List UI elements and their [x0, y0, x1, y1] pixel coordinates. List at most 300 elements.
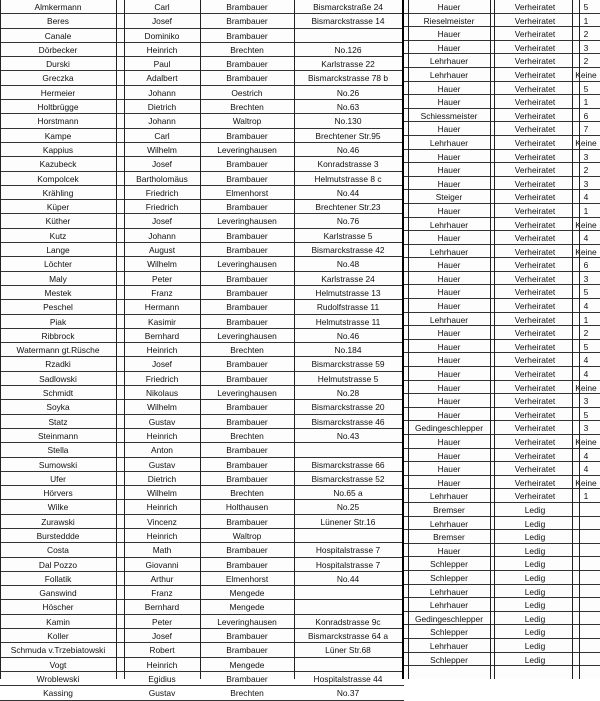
surname-cell: Rzadki: [45, 359, 71, 370]
table-row: [404, 435, 600, 449]
children-cell: Keine: [575, 219, 597, 230]
occupation-cell: Lehrhauer: [429, 69, 469, 80]
first-name-cell: Hermann: [144, 302, 180, 313]
town-cell: Brambauer: [226, 30, 268, 41]
first-name-cell: Giovanni: [145, 559, 179, 570]
street-cell: Rudolfstrasse 11: [316, 302, 380, 313]
street-cell: Konradstrasse 9c: [315, 616, 381, 627]
occupation-cell: Hauer: [437, 355, 461, 366]
marital-status-cell: Verheiratet: [514, 396, 556, 407]
street-cell: Helmutstrasse 13: [315, 287, 381, 298]
town-cell: Brechten: [230, 44, 264, 55]
marital-status-cell: Verheiratet: [514, 56, 556, 67]
surname-cell: Durski: [46, 59, 70, 70]
surname-cell: Kutz: [49, 230, 67, 241]
first-name-cell: Friedrich: [145, 373, 179, 384]
children-cell: 2: [583, 328, 589, 339]
first-name-cell: Egidius: [148, 673, 176, 684]
children-cell: 7: [583, 124, 589, 135]
table-row: [404, 218, 600, 232]
children-cell: 4: [583, 301, 589, 312]
surname-cell: Kassing: [43, 688, 73, 699]
first-name-cell: Gustav: [148, 459, 176, 470]
marital-status-cell: Verheiratet: [514, 124, 556, 135]
street-cell: No.44: [336, 573, 360, 584]
occupation-cell: Hauer: [437, 437, 461, 447]
table-row: [0, 357, 404, 371]
street-cell: No.126: [334, 44, 362, 55]
surname-cell: Beres: [47, 16, 69, 27]
table-row: [404, 476, 600, 490]
table-row: [0, 386, 404, 400]
table-row: [0, 71, 404, 85]
children-cell: 3: [583, 423, 589, 434]
table-row: [0, 0, 404, 14]
occupation-cell: Hauer: [437, 341, 461, 352]
table-row: [0, 643, 404, 657]
table-row: [0, 286, 404, 300]
marital-status-cell: Ledig: [524, 559, 546, 570]
street-cell: Brechtener Str.95: [315, 130, 381, 141]
town-cell: Brambauer: [226, 230, 268, 241]
table-row: [0, 143, 404, 157]
occupation-cell: Lehrhauer: [429, 600, 469, 611]
street-cell: No.63: [336, 102, 360, 113]
street-cell: Bismarckstrasse 59: [311, 359, 385, 370]
marital-status-cell: Verheiratet: [514, 2, 556, 12]
first-name-cell: August: [148, 245, 176, 256]
marital-status-cell: Verheiratet: [514, 437, 556, 447]
first-name-cell: Heinrich: [146, 345, 178, 356]
table-row: [404, 245, 600, 259]
column-rule: [490, 0, 491, 679]
street-cell: Bismarckstrasse 52: [311, 473, 385, 484]
marital-status-cell: Ledig: [524, 518, 546, 529]
street-cell: No.65 a: [333, 488, 363, 499]
street-cell: Bismarckstrasse 66: [311, 459, 385, 470]
marital-status-cell: Verheiratet: [514, 260, 556, 271]
surname-cell: Peschel: [43, 302, 73, 313]
table-row: [0, 129, 404, 143]
occupation-cell: Lehrhauer: [429, 586, 469, 597]
table-row: [0, 558, 404, 572]
first-name-cell: Johann: [148, 230, 176, 241]
first-name-cell: Heinrich: [146, 502, 178, 513]
first-name-cell: Arthur: [150, 573, 174, 584]
first-name-cell: Wilhelm: [147, 402, 177, 413]
occupation-cell: Hauer: [437, 287, 461, 298]
occupation-cell: Lehrhauer: [429, 246, 469, 257]
town-cell: Brambauer: [226, 359, 268, 370]
table-row: [404, 150, 600, 164]
occupation-cell: Hauer: [437, 178, 461, 189]
surname-cell: Kompolcek: [37, 173, 79, 184]
occupation-cell: Lehrhauer: [429, 518, 469, 529]
street-cell: No.43: [336, 430, 360, 441]
street-cell: Helmutstrasse 8 c: [314, 173, 382, 184]
marital-status-cell: Verheiratet: [514, 301, 556, 312]
table-row: [404, 598, 600, 612]
table-row: [404, 54, 600, 68]
occupation-cell: Schlepper: [430, 654, 468, 665]
occupation-cell: Hauer: [437, 409, 461, 420]
table-row: [0, 686, 404, 700]
surname-cell: Watermann gt.Rüsche: [16, 345, 100, 356]
table-row: [404, 449, 600, 463]
surname-cell: Ufer: [50, 473, 66, 484]
table-row: [0, 586, 404, 600]
surname-cell: Kampe: [44, 130, 72, 141]
table-row: [404, 285, 600, 299]
occupation-cell: Lehrhauer: [429, 219, 469, 230]
town-cell: Brambauer: [226, 302, 268, 313]
town-cell: Mengede: [229, 588, 265, 599]
surname-cell: Steinmann: [37, 430, 79, 441]
marital-status-cell: Verheiratet: [514, 165, 556, 176]
town-cell: Brambauer: [226, 373, 268, 384]
town-cell: Brambauer: [226, 516, 268, 527]
table-row: [404, 557, 600, 571]
table-row: [404, 381, 600, 395]
table-row: [404, 544, 600, 558]
children-cell: 2: [583, 29, 589, 40]
table-row: [0, 14, 404, 28]
first-name-cell: Wilhelm: [147, 144, 177, 155]
table-row: [0, 600, 404, 614]
children-cell: Keine: [575, 382, 597, 393]
first-name-cell: Heinrich: [146, 659, 178, 670]
first-name-cell: Peter: [151, 273, 173, 284]
marital-status-cell: Verheiratet: [514, 15, 556, 26]
surname-cell: Vogt: [49, 659, 67, 670]
table-row: [404, 231, 600, 245]
marital-status-cell: Verheiratet: [514, 110, 556, 121]
table-row: [404, 585, 600, 599]
first-name-cell: Carl: [154, 2, 170, 12]
table-row: [0, 100, 404, 114]
table-row: [404, 489, 600, 503]
table-row: [0, 672, 404, 686]
table-row: [0, 543, 404, 557]
marital-status-cell: Verheiratet: [514, 246, 556, 257]
table-row: [0, 400, 404, 414]
occupation-cell: Hauer: [437, 124, 461, 135]
town-cell: Brambauer: [226, 416, 268, 427]
occupation-cell: Hauer: [437, 477, 461, 488]
first-name-cell: Math: [152, 545, 172, 556]
first-name-cell: Franz: [151, 287, 173, 298]
town-cell: Brambauer: [226, 559, 268, 570]
occupation-cell: Hauer: [437, 301, 461, 312]
table-row: [404, 421, 600, 435]
children-cell: 2: [583, 165, 589, 176]
town-cell: Leveringhausen: [217, 144, 277, 155]
table-row: [404, 177, 600, 191]
street-cell: Bismarckstrasse 14: [311, 16, 385, 27]
table-row: [404, 530, 600, 544]
table-row: [404, 326, 600, 340]
children-cell: 3: [583, 151, 589, 162]
town-cell: Brambauer: [226, 202, 268, 213]
marital-status-cell: Ledig: [524, 504, 546, 515]
town-cell: Brambauer: [226, 130, 268, 141]
children-cell: 4: [583, 233, 589, 244]
table-row: [404, 612, 600, 626]
surname-cell: Bursteddde: [36, 530, 80, 541]
marital-status-cell: Verheiratet: [514, 450, 556, 461]
town-cell: Brechten: [230, 430, 264, 441]
table-row: [0, 472, 404, 486]
marital-status-cell: Verheiratet: [514, 314, 556, 325]
surname-cell: Greczka: [42, 73, 74, 84]
first-name-cell: Dietrich: [147, 102, 177, 113]
town-cell: Brambauer: [226, 159, 268, 170]
table-row: [0, 257, 404, 271]
occupation-cell: Hauer: [437, 328, 461, 339]
town-cell: Brambauer: [226, 473, 268, 484]
children-cell: Keine: [575, 137, 597, 148]
table-row: [0, 86, 404, 100]
marital-status-cell: Ledig: [524, 586, 546, 597]
street-cell: Bismarckstrasse 64 a: [307, 631, 389, 642]
street-cell: No.25: [336, 502, 360, 513]
town-cell: Leveringhausen: [217, 259, 277, 270]
occupation-cell: Lehrhauer: [429, 137, 469, 148]
table-row: [404, 340, 600, 354]
marital-status-cell: Ledig: [524, 600, 546, 611]
table-row: [404, 408, 600, 422]
street-cell: No.26: [336, 87, 360, 98]
town-cell: Waltrop: [232, 530, 262, 541]
marital-status-cell: Verheiratet: [514, 29, 556, 40]
children-cell: 4: [583, 450, 589, 461]
surname-cell: Follatik: [44, 573, 72, 584]
column-rule: [402, 0, 404, 679]
town-cell: Leveringhausen: [217, 330, 277, 341]
town-cell: Leveringhausen: [217, 216, 277, 227]
occupation-cell: Schlepper: [430, 559, 468, 570]
first-name-cell: Franz: [151, 588, 173, 599]
occupation-cell: Hauer: [437, 396, 461, 407]
children-cell: Keine: [575, 437, 597, 447]
town-cell: Leveringhausen: [217, 388, 277, 399]
surname-cell: Ganswind: [39, 588, 77, 599]
first-name-cell: Paul: [153, 59, 171, 70]
occupation-cell: Hauer: [437, 42, 461, 53]
street-cell: No.48: [336, 259, 360, 270]
marital-status-cell: Verheiratet: [514, 464, 556, 475]
first-name-cell: Gustav: [148, 688, 176, 699]
children-cell: 5: [583, 83, 589, 94]
street-cell: Bismarckstrasse 20: [311, 402, 385, 413]
table-row: [0, 200, 404, 214]
occupation-cell: Hauer: [437, 233, 461, 244]
street-cell: No.184: [334, 345, 362, 356]
table-row: [0, 157, 404, 171]
street-cell: Helmutstrasse 11: [315, 316, 381, 327]
first-name-cell: Heinrich: [146, 430, 178, 441]
first-name-cell: Wilhelm: [147, 488, 177, 499]
town-cell: Brambauer: [226, 445, 268, 456]
children-cell: 4: [583, 192, 589, 203]
marital-status-cell: Verheiratet: [514, 137, 556, 148]
table-row: [404, 272, 600, 286]
surname-cell: Stella: [47, 445, 69, 456]
occupation-cell: Hauer: [437, 205, 461, 216]
surname-cell: Piak: [49, 316, 67, 327]
town-cell: Brambauer: [226, 631, 268, 642]
children-cell: 1: [583, 15, 589, 26]
table-row: [0, 186, 404, 200]
occupation-cell: Rieselmeister: [423, 15, 475, 26]
street-cell: Karlstrasse 5: [323, 230, 373, 241]
street-cell: No.28: [336, 388, 360, 399]
street-cell: No.44: [336, 187, 360, 198]
children-cell: 4: [583, 355, 589, 366]
town-cell: Brambauer: [226, 402, 268, 413]
table-row: [404, 353, 600, 367]
table-row: [0, 458, 404, 472]
first-name-cell: Nikolaus: [145, 388, 179, 399]
table-row: [404, 367, 600, 381]
table-row: [404, 571, 600, 585]
first-name-cell: Johann: [148, 87, 176, 98]
occupation-cell: Hauer: [437, 97, 461, 108]
first-name-cell: Vincenz: [147, 516, 177, 527]
table-row: [0, 500, 404, 514]
surname-cell: Holtbrügge: [37, 102, 79, 113]
table-row: [404, 136, 600, 150]
table-row: [0, 658, 404, 672]
marital-status-cell: Verheiratet: [514, 273, 556, 284]
first-name-cell: Josef: [151, 631, 173, 642]
surname-cell: Zurawski: [41, 516, 75, 527]
first-name-cell: Dominiko: [144, 30, 180, 41]
occupation-cell: Hauer: [437, 382, 461, 393]
town-cell: Brambauer: [226, 173, 268, 184]
table-row: [0, 343, 404, 357]
children-cell: 3: [583, 178, 589, 189]
surname-cell: Soyka: [46, 402, 70, 413]
marital-status-cell: Ledig: [524, 572, 546, 583]
town-cell: Brambauer: [226, 645, 268, 656]
children-cell: 3: [583, 42, 589, 53]
first-name-cell: Anton: [151, 445, 173, 456]
children-cell: Keine: [575, 69, 597, 80]
occupation-cell: Gedingeschlepper: [415, 613, 483, 624]
street-cell: Hospitalstrasse 7: [315, 559, 381, 570]
town-cell: Brambauer: [226, 459, 268, 470]
first-name-cell: Heinrich: [146, 530, 178, 541]
town-cell: Brambauer: [226, 273, 268, 284]
surname-cell: Höscher: [42, 602, 74, 613]
occupation-cell: Hauer: [437, 464, 461, 475]
occupation-cell: Schlepper: [430, 627, 468, 638]
column-rule: [200, 0, 201, 679]
table-row: [404, 109, 600, 123]
occupation-cell: Schiessmeister: [420, 110, 478, 121]
first-name-cell: Adalbert: [146, 73, 178, 84]
surname-cell: Ribbrock: [41, 330, 75, 341]
table-row: [404, 503, 600, 517]
marital-status-cell: Verheiratet: [514, 97, 556, 108]
surname-cell: Kamin: [46, 616, 70, 627]
street-cell: No.37: [336, 688, 360, 699]
town-cell: Brechten: [230, 102, 264, 113]
column-rule: [294, 0, 295, 679]
town-cell: Brambauer: [226, 2, 268, 12]
table-row: [0, 529, 404, 543]
first-name-cell: Bernhard: [144, 330, 180, 341]
town-cell: Holthausen: [225, 502, 269, 513]
surname-cell: Hörvers: [43, 488, 73, 499]
table-row: [404, 122, 600, 136]
marital-status-cell: Verheiratet: [514, 369, 556, 380]
town-cell: Brambauer: [226, 545, 268, 556]
town-cell: Brambauer: [226, 16, 268, 27]
first-name-cell: Josef: [151, 216, 173, 227]
street-cell: Lüner Str.68: [325, 645, 371, 656]
surname-cell: Wilke: [47, 502, 69, 513]
children-cell: 5: [583, 287, 589, 298]
table-row: [0, 229, 404, 243]
first-name-cell: Johann: [148, 116, 176, 127]
marital-status-cell: Ledig: [524, 532, 546, 543]
marital-status-cell: Verheiratet: [514, 69, 556, 80]
first-name-cell: Gustav: [148, 416, 176, 427]
surname-cell: Mestek: [44, 287, 72, 298]
table-row: [0, 214, 404, 228]
marital-status-cell: Ledig: [524, 654, 546, 665]
town-cell: Brambauer: [226, 287, 268, 298]
children-cell: 5: [583, 341, 589, 352]
table-row: [404, 0, 600, 14]
first-name-cell: Josef: [151, 16, 173, 27]
town-cell: Brambauer: [226, 245, 268, 256]
surname-cell: Horstmann: [37, 116, 79, 127]
marital-status-cell: Verheiratet: [514, 382, 556, 393]
surname-cell: Schmidt: [42, 388, 74, 399]
street-cell: Konradstrasse 3: [317, 159, 379, 170]
occupation-cell: Hauer: [437, 151, 461, 162]
occupation-cell: Lehrhauer: [429, 56, 469, 67]
children-cell: 1: [583, 491, 589, 502]
table-row: [0, 429, 404, 443]
surname-cell: Küther: [45, 216, 71, 227]
marital-status-cell: Verheiratet: [514, 42, 556, 53]
marital-status-cell: Verheiratet: [514, 491, 556, 502]
children-cell: 4: [583, 369, 589, 380]
street-cell: Helmutstrasse 5: [317, 373, 379, 384]
first-name-cell: Heinrich: [146, 44, 178, 55]
column-rule: [0, 0, 1, 679]
marital-status-cell: Verheiratet: [514, 219, 556, 230]
table-row: [404, 299, 600, 313]
surname-cell: Küper: [46, 202, 70, 213]
occupation-cell: Hauer: [437, 369, 461, 380]
marital-status-cell: Verheiratet: [514, 477, 556, 488]
table-row: [404, 27, 600, 41]
surname-cell: Sumowski: [38, 459, 78, 470]
town-cell: Oestrich: [231, 87, 263, 98]
first-name-cell: Carl: [154, 130, 170, 141]
street-cell: Bismarckstrasse 46: [311, 416, 385, 427]
surname-cell: Kappius: [42, 144, 74, 155]
town-cell: Brechten: [230, 688, 264, 699]
first-name-cell: Bartholomäus: [136, 173, 188, 184]
town-cell: Brambauer: [226, 316, 268, 327]
town-cell: Brambauer: [226, 59, 268, 70]
